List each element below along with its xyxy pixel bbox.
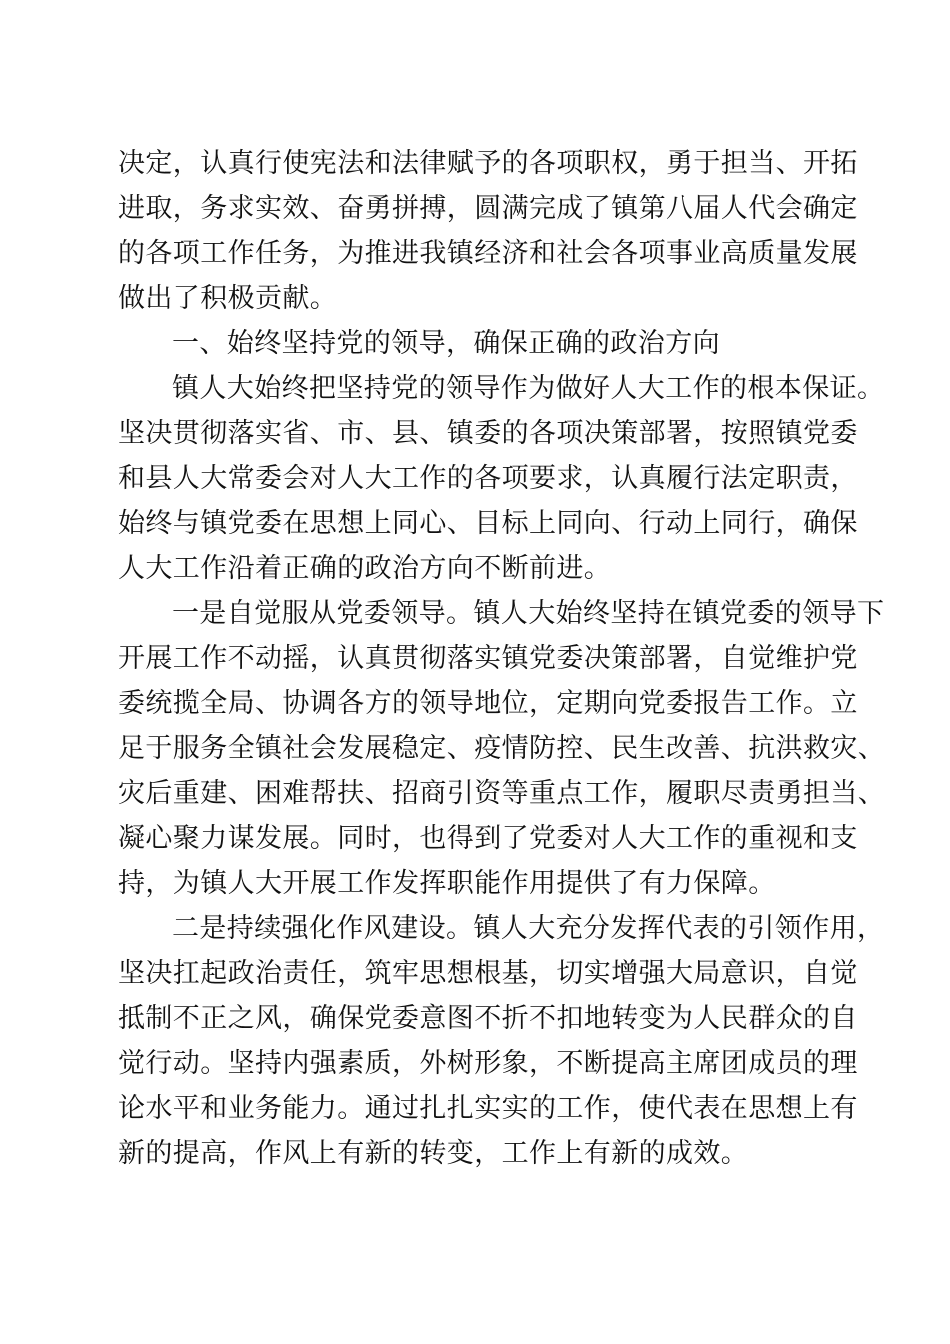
text-line: 灾后重建、困难帮扶、招商引资等重点工作，履职尽责勇担当、 — [118, 778, 886, 809]
text-line: 坚决贯彻落实省、市、县、镇委的各项决策部署，按照镇党委 — [118, 418, 858, 449]
text-line: 论水平和业务能力。通过扎扎实实的工作，使代表在思想上有 — [118, 1093, 858, 1124]
text-line: 足于服务全镇社会发展稳定、疫情防控、民生改善、抗洪救灾、 — [118, 733, 886, 764]
text-line: 始终与镇党委在思想上同心、目标上同向、行动上同行，确保 — [118, 508, 858, 539]
text-line: 持，为镇人大开展工作发挥职能作用提供了有力保障。 — [118, 868, 776, 899]
text-line: 新的提高，作风上有新的转变，工作上有新的成效。 — [118, 1138, 749, 1169]
text-line: 凝心聚力谋发展。同时，也得到了党委对人大工作的重视和支 — [118, 823, 858, 854]
paragraph-start: 镇人大始终把坚持党的领导作为做好人大工作的根本保证。 — [172, 373, 885, 404]
text-line: 抵制不正之风，确保党委意图不折不扣地转变为人民群众的自 — [118, 1003, 858, 1034]
text-line: 进取，务求实效、奋勇拼搏，圆满完成了镇第八届人代会确定 — [118, 193, 858, 224]
paragraph-start: 一是自觉服从党委领导。镇人大始终坚持在镇党委的领导下 — [172, 598, 885, 629]
paragraph-start: 二是持续强化作风建设。镇人大充分发挥代表的引领作用， — [172, 913, 885, 944]
text-line: 觉行动。坚持内强素质，外树形象，不断提高主席团成员的理 — [118, 1048, 858, 1079]
section-heading: 一、始终坚持党的领导，确保正确的政治方向 — [172, 328, 720, 359]
text-line: 委统揽全局、协调各方的领导地位，定期向党委报告工作。立 — [118, 688, 858, 719]
text-line: 做出了积极贡献。 — [118, 283, 338, 314]
text-line: 开展工作不动摇，认真贯彻落实镇党委决策部署，自觉维护党 — [118, 643, 858, 674]
text-line: 和县人大常委会对人大工作的各项要求，认真履行法定职责， — [118, 463, 858, 494]
text-line: 人大工作沿着正确的政治方向不断前进。 — [118, 553, 612, 584]
text-line: 决定，认真行使宪法和法律赋予的各项职权，勇于担当、开拓 — [118, 148, 858, 179]
text-line: 坚决扛起政治责任，筑牢思想根基，切实增强大局意识，自觉 — [118, 958, 858, 989]
body-text — [118, 141, 886, 1176]
text-line: 的各项工作任务，为推进我镇经济和社会各项事业高质量发展 — [118, 238, 858, 269]
